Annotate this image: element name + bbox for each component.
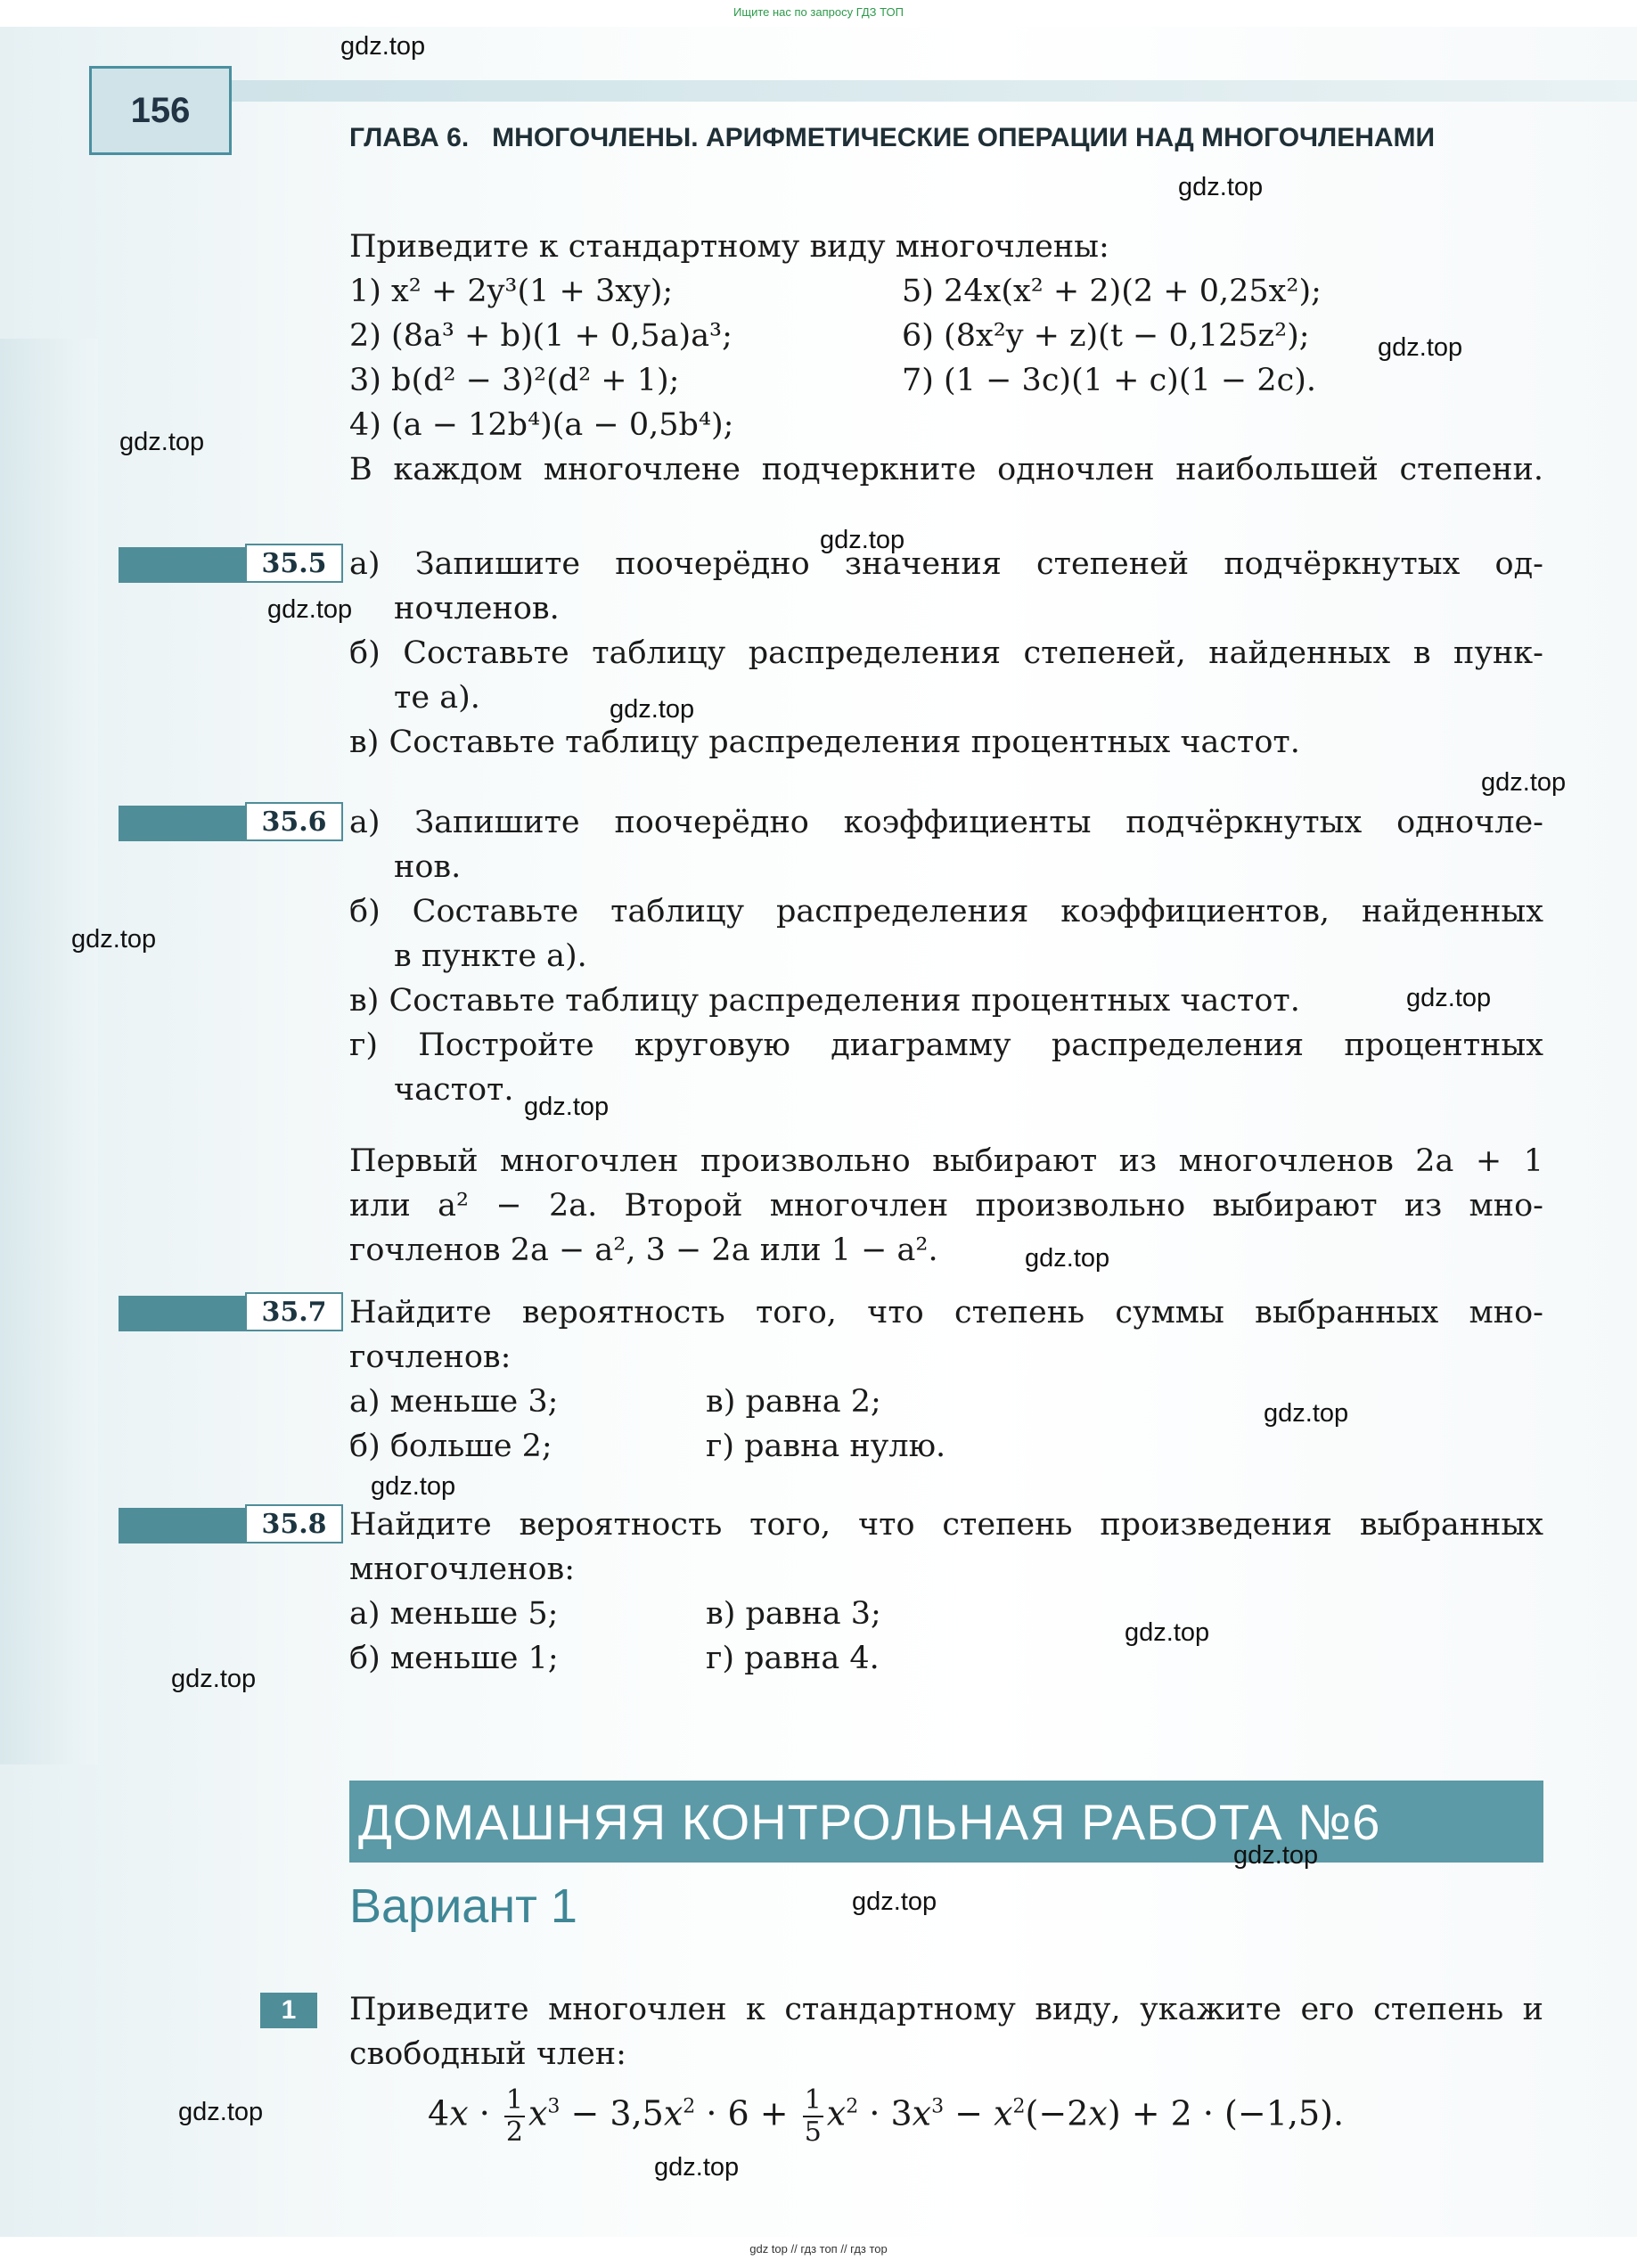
option-item: в) равна 3; [706,1596,881,1632]
chapter-header [349,123,1597,153]
watermark: gdz.top [610,695,695,724]
exercise-number: 35.7 [245,1292,343,1331]
task-line: свободный член: [349,2036,626,2072]
chapter-title: МНОГОЧЛЕНЫ. АРИФМЕТИЧЕСКИЕ ОПЕРАЦИИ НАД МНОГОЧЛЕНАМИ [492,123,1436,152]
watermark: gdz.top [820,526,905,554]
exercise-line: б) Составьте таблицу распределения коэффициентов, найденных [349,894,1543,929]
watermark: gdz.top [1264,1399,1349,1428]
option-item: а) меньше 5; [349,1596,559,1632]
exercise-line: многочленов: [349,1552,576,1587]
exercise-line: а) Запишите поочерёдно коэффициенты подчёркнутых одночле- [349,805,1543,840]
exercise-number: 35.6 [245,802,343,841]
exercise-number: 35.8 [245,1504,343,1543]
option-item: г) равна нулю. [706,1429,946,1464]
exercise-number: 35.5 [245,544,343,583]
task-number: 1 [260,1993,317,2028]
exercise-line: в) Составьте таблицу распределения процентных частот. [349,725,1300,760]
side-decor-bar [0,339,98,1764]
paragraph-line: Первый многочлен произвольно выбирают из многочленов 2a + 1 [349,1143,1543,1179]
homework-banner: ДОМАШНЯЯ КОНТРОЛЬНАЯ РАБОТА №6 [349,1781,1543,1863]
watermark: gdz.top [1025,1244,1110,1273]
watermark: gdz.top [1178,173,1264,201]
option-item: а) меньше 3; [349,1384,559,1420]
intro-item: 6) (8x²y + z)(t − 0,125z²); [902,318,1310,354]
exercise-35-6-marker [119,806,341,841]
intro-item: 1) x² + 2y³(1 + 3xy); [349,274,674,309]
exercise-line: б) Составьте таблицу распределения степеней, найденных в пунк- [349,635,1543,671]
variant-title: Вариант 1 [349,1879,577,1933]
top-note: Ищите нас по запросу ГДЗ ТОП [733,5,904,19]
watermark: gdz.top [524,1093,610,1121]
watermark: gdz.top [1125,1618,1210,1647]
watermark: gdz.top [1233,1841,1319,1870]
intro-block [349,225,1543,492]
watermark: gdz.top [1378,333,1463,362]
exercise-line: гочленов: [349,1339,512,1375]
intro-tail: В каждом многочлене подчеркните одночлен наибольшей степени. [349,452,1543,487]
exercise-35-8 [349,1502,1543,1681]
paragraph-line: или a² − 2a. Второй многочлен произвольно выбирают из мно- [349,1188,1543,1224]
fraction-one-fifth: $\frac{1}{5}$ [804,2084,822,2148]
option-item: г) равна 4. [706,1641,880,1676]
option-item: б) меньше 1; [349,1641,559,1676]
exercise-35-8-marker [119,1508,341,1543]
chapter-label: ГЛАВА 6. [349,123,470,152]
page-number: 156 [89,66,232,155]
exercise-line: г) Постройте круговую диаграмму распределения процентных [349,1028,1543,1063]
exercise-line: Найдите вероятность того, что степень произведения выбранных [349,1507,1543,1543]
intro-item: 5) 24x(x² + 2)(2 + 0,25x²); [902,274,1322,309]
exercise-line: в пункте а). [394,938,587,974]
watermark: gdz.top [1406,984,1492,1012]
exercise-line: частот. [394,1072,514,1108]
watermark: gdz.top [267,595,353,624]
intro-item: 3) b(d² − 3)²(d² + 1); [349,363,680,398]
intro-left-column [349,269,902,447]
exercise-line: нов. [394,849,462,885]
watermark: gdz.top [1481,768,1567,797]
watermark: gdz.top [119,428,205,456]
task-line: Приведите многочлен к стандартному виду, укажите его степень и [349,1992,1543,2027]
task-1-formula: 4x · $\frac{1}{2}$ $x^3 - 3,5x^2 \cdot 6$ + $\frac{1}{5}$ $x^2 \cdot 3x^3 - x^2(-2x) + 2 \cdot (-1,5)$. [428,2084,1345,2148]
watermark: gdz.top [178,2098,264,2126]
option-item: в) равна 2; [706,1384,881,1420]
bottom-note: gdz top // гдз топ // гдз тор [749,2242,888,2256]
exercise-35-6 [349,800,1543,1112]
option-item: б) больше 2; [349,1429,552,1464]
exercise-line: в) Составьте таблицу распределения процентных частот. [349,983,1300,1019]
watermark: gdz.top [852,1887,937,1916]
exercise-35-5-marker [119,547,341,583]
exercise-35-7 [349,1290,1543,1469]
fraction-one-half: $\frac{1}{2}$ [505,2084,523,2148]
watermark: gdz.top [371,1472,456,1501]
exercise-line: ночленов. [394,591,560,626]
intro-item: 4) (a − 12b⁴)(a − 0,5b⁴); [349,407,734,443]
watermark: gdz.top [654,2153,740,2182]
exercise-line: а) Запишите поочерёдно значения степеней подчёркнутых од- [349,546,1543,582]
watermark: gdz.top [71,925,157,954]
watermark: gdz.top [340,32,426,61]
exercise-line: те а). [394,680,480,716]
intro-item: 7) (1 − 3c)(1 + c)(1 − 2c). [902,363,1316,398]
intro-lead: Приведите к стандартному виду многочлены: [349,229,1109,265]
choice-paragraph [349,1139,1543,1273]
exercise-line: Найдите вероятность того, что степень суммы выбранных мно- [349,1295,1543,1331]
task-1 [349,1987,1543,2076]
exercise-35-7-marker [119,1296,341,1331]
exercise-35-5 [349,542,1543,765]
watermark: gdz.top [171,1665,257,1693]
header-band [232,80,1637,102]
paragraph-line: гочленов 2a − a², 3 − 2a или 1 − a². [349,1232,938,1268]
intro-item: 2) (8a³ + b)(1 + 0,5a)a³; [349,318,733,354]
